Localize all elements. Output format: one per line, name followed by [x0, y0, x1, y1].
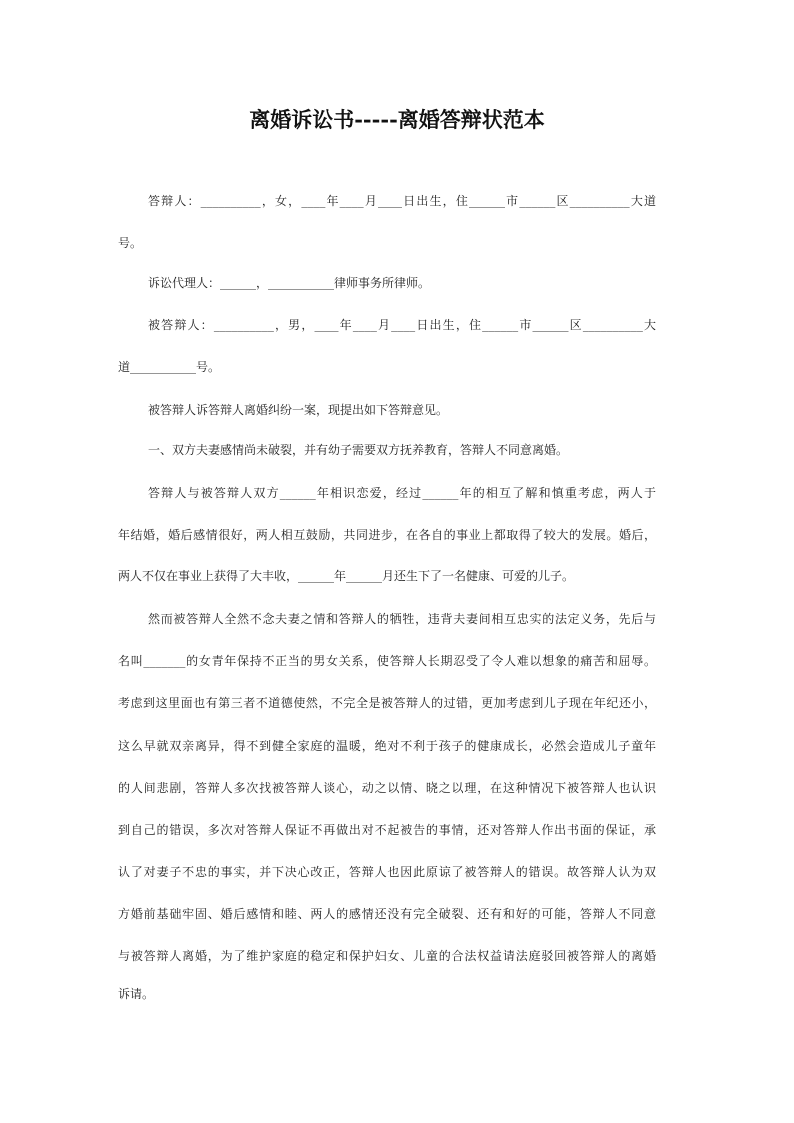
paragraph-line: 然而被答辩人全然不念夫妻之情和答辩人的牺牲，违背夫妻间相互忠实的法定义务，先后与: [148, 612, 656, 626]
intro-paragraph: 被答辩人诉答辩人离婚纠纷一案，现提出如下答辩意见。: [148, 403, 449, 417]
plaintiff-info-line: 被答辩人：__________，男，____年____月____日出生，住______市______区__________大: [148, 318, 656, 332]
plaintiff-info-line-cont: 道___________号。: [118, 360, 221, 374]
paragraph-line: 答辩人与被答辩人双方______年相识恋爱，经过______年的相互了解和慎重考虑，两人于: [148, 486, 656, 500]
paragraph-line: 年结婚，婚后感情很好，两人相互鼓励，共同进步，在各自的事业上都取得了较大的发展。婚后，: [118, 528, 656, 542]
paragraph-line: 两人不仅在事业上获得了大丰收，______年______月还生下了一名健康、可爱的儿子。: [118, 569, 575, 583]
paragraph-line: 与被答辩人离婚，为了维护家庭的稳定和保护妇女、儿童的合法权益请法庭驳回被答辩人的离婚: [118, 949, 656, 963]
paragraph-line: 这么早就双亲离异，得不到健全家庭的温暖，绝对不利于孩子的健康成长，必然会造成儿子童年: [118, 739, 656, 753]
paragraph-line: 考虑到这里面也有第三者不道德使然，不完全是被答辩人的过错，更加考虑到儿子现在年纪还小，: [118, 696, 656, 710]
respondent-info-line-cont: 号。: [118, 236, 143, 250]
paragraph-line: 的人间悲剧，答辩人多次找被答辩人谈心，动之以情、晓之以理，在这种情况下被答辩人也认识: [118, 781, 656, 795]
paragraph-line: 名叫_______的女青年保持不正当的男女关系，使答辩人长期忍受了令人难以想象的痛苦和屈辱。: [118, 654, 656, 668]
section-heading-1: 一、双方夫妻感情尚未破裂，并有幼子需要双方抚养教育，答辩人不同意离婚。: [148, 443, 569, 457]
paragraph-line: 到自己的错误，多次对答辩人保证不再做出对不起被告的事情，还对答辩人作出书面的保证，承: [118, 823, 656, 837]
respondent-info-line: 答辩人：__________，女，____年____月____日出生，住______市______区__________大道: [148, 194, 656, 208]
paragraph-line: 方婚前基础牢固、婚后感情和睦、两人的感情还没有完全破裂、还有和好的可能，答辩人不同意: [118, 907, 656, 921]
paragraph-line: 认了对妻子不忠的事实，并下决心改正，答辩人也因此原谅了被答辩人的错误。故答辩人认为双: [118, 865, 656, 879]
document-title: 离婚诉讼书-----离婚答辩状范本: [249, 107, 545, 132]
agent-info-line: 诉讼代理人：______，___________律师事务所律师。: [148, 276, 431, 290]
paragraph-line: 诉请。: [118, 987, 155, 1001]
